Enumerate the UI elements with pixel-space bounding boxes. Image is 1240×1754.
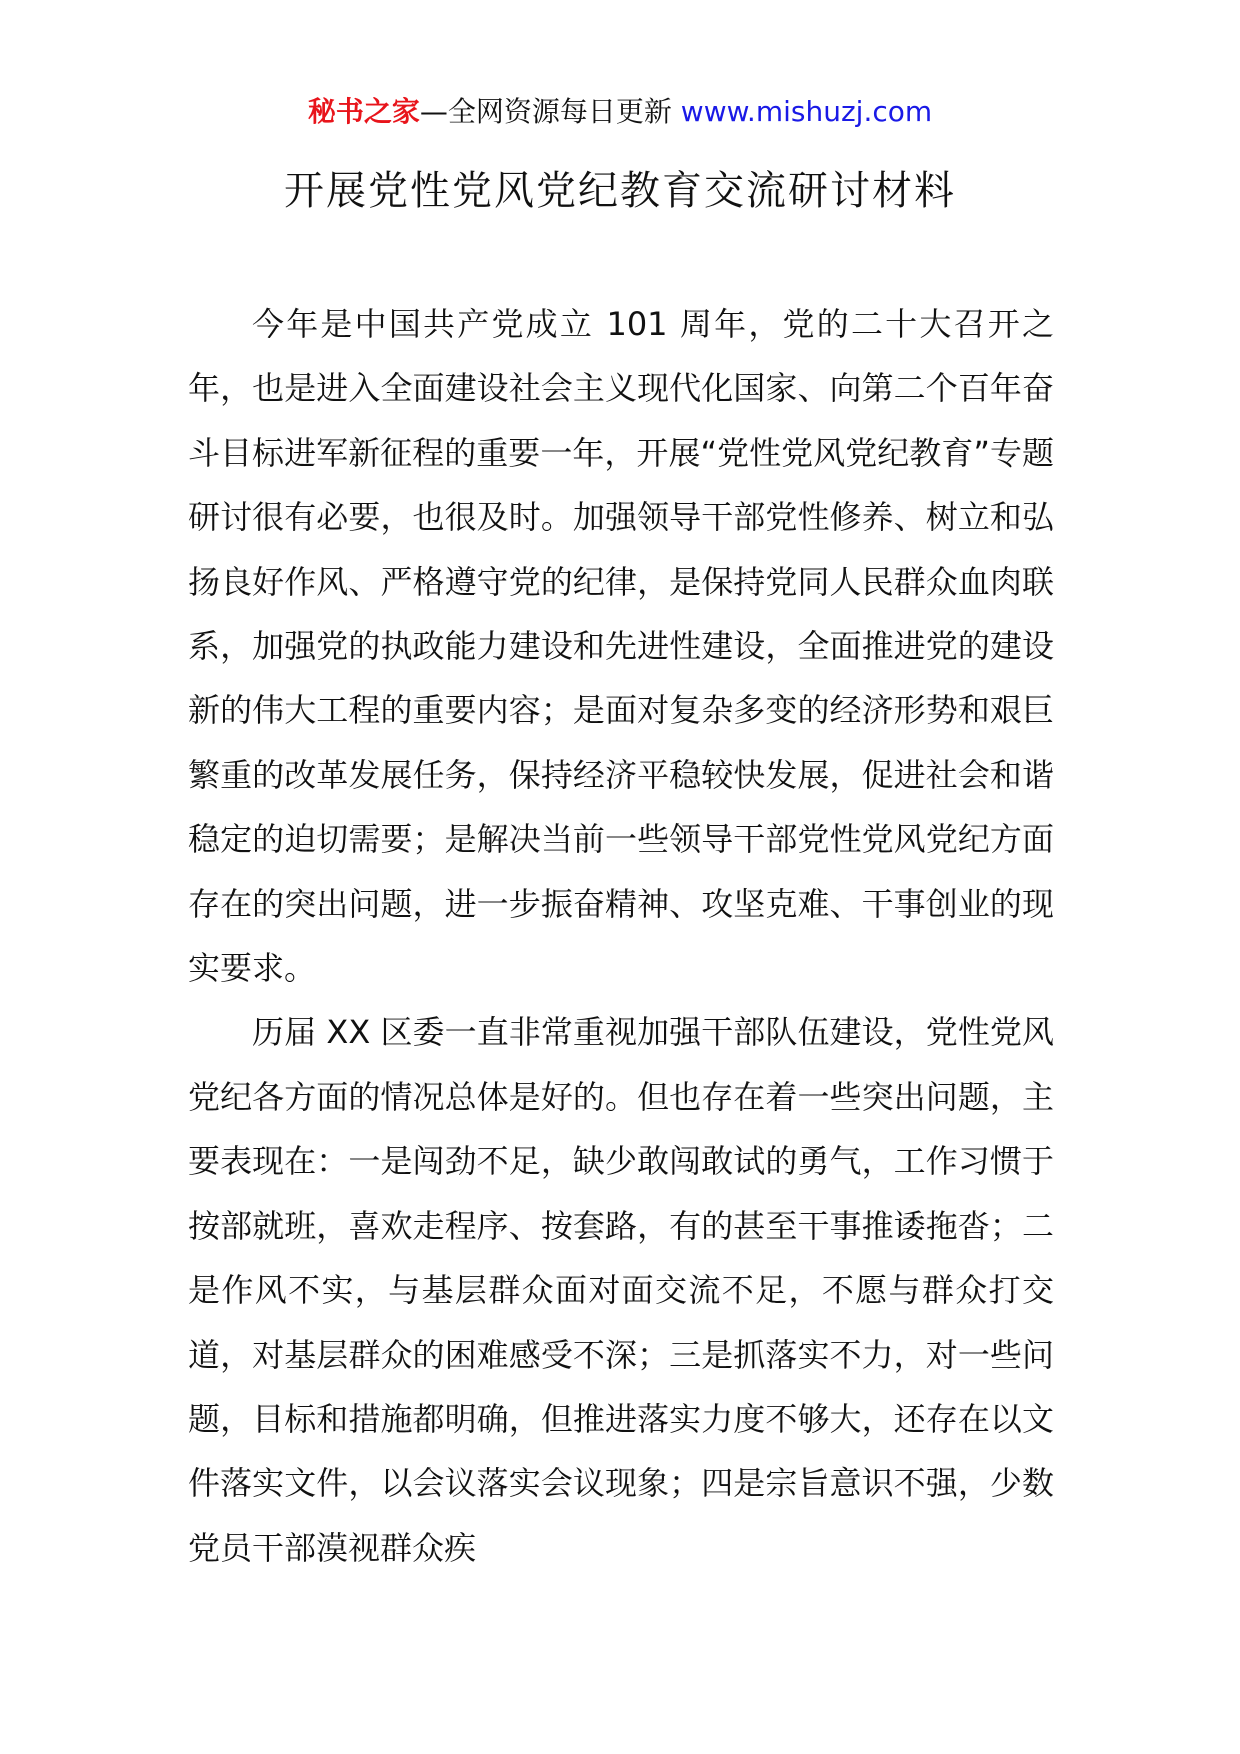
paragraph: 今年是中国共产党成立 101 周年，党的二十大召开之年，也是进入全面建设社会主义现代化国家、向第二个百年奋斗目标进军新征程的重要一年，开展“党性党风党纪教育”专题研讨很有必要，也很及时。加强领导干部党性修养、树立和弘扬良好作风、严格遵守党的纪律，是保持党同人民群众血肉联系，加强党的执政能力建设和先进性建设，全面推进党的建设新的伟大工程的重要内容；是面对复杂多变的经济形势和艰巨繁重的改革发展任务，保持经济平稳较快发展，促进社会和谐稳定的迫切需要；是解决当前一些领导干部党性党风党纪方面存在的突出问题，进一步振奋精神、攻坚克难、干事创业的现实要求。 bbox=[188, 305, 1054, 988]
site-url-link[interactable]: www.mishuzj.com bbox=[680, 95, 933, 128]
paragraph: 历届 XX 区委一直非常重视加强干部队伍建设，党性党风党纪各方面的情况总体是好的。但也存在着一些突出问题，主要表现在：一是闯劲不足，缺少敢闯敢试的勇气，工作习惯于按部就班，喜欢走程序、按套路，有的甚至干事推诿拖沓；二是作风不实，与基层群众面对面交流不足，不愿与群众打交道，对基层群众的困难感受不深；三是抓落实不力，对一些问题，目标和措施都明确，但推进落实力度不够大，还存在以文件落实文件，以会议落实会议现象；四是宗旨意识不强，少数党员干部漠视群众疾 bbox=[188, 1013, 1054, 1567]
brand-name: 秘书之家 bbox=[307, 95, 420, 128]
site-header bbox=[0, 92, 1240, 132]
document-title: 开展党性党风党纪教育交流研讨材料 bbox=[284, 168, 956, 214]
header-tagline: —全网资源每日更新 bbox=[419, 95, 672, 128]
document-body bbox=[188, 292, 1054, 1580]
